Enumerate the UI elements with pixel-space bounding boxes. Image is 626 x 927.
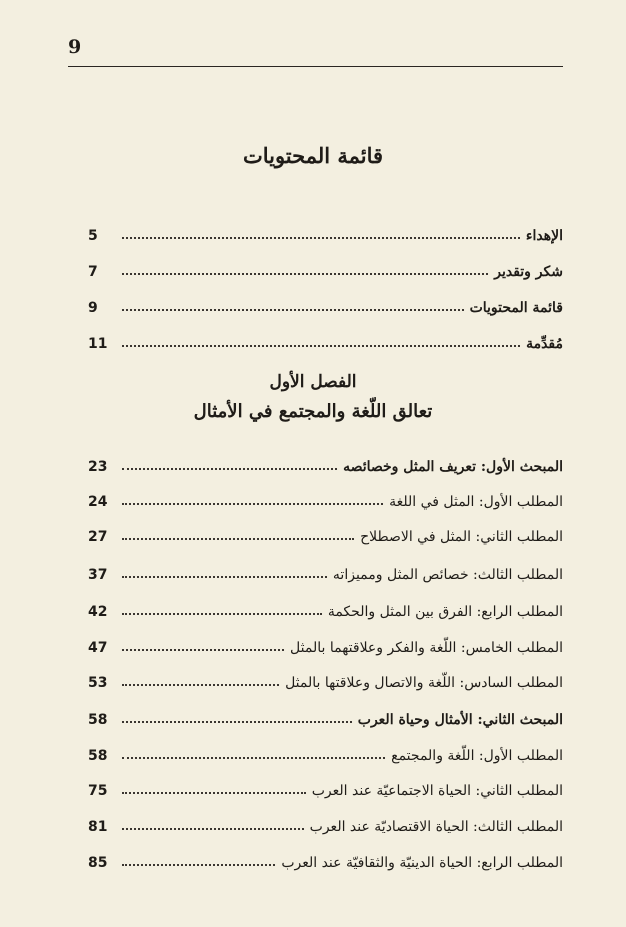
toc-page-number: 7 xyxy=(88,264,98,280)
toc-page-number: 11 xyxy=(88,336,108,352)
dot-leader xyxy=(122,757,385,759)
toc-page-number: 58 xyxy=(88,712,108,728)
toc-entry[interactable] xyxy=(88,740,563,764)
toc-entry-label: المطلب الثاني: الحياة الاجتماعيّة عند العرب xyxy=(311,783,563,799)
toc-page-number: 23 xyxy=(88,459,108,475)
dot-leader xyxy=(122,468,337,470)
dot-leader xyxy=(122,721,352,723)
toc-entry-label: الإهداء xyxy=(525,228,563,244)
toc-entry-label: مُقدِّمة xyxy=(526,336,563,352)
dot-leader xyxy=(122,345,520,347)
toc-page-number: 24 xyxy=(88,494,108,510)
toc-entry-label: المطلب الثالث: خصائص المثل ومميزاته xyxy=(332,567,563,583)
page-number: 9 xyxy=(68,36,82,58)
dot-leader xyxy=(122,684,279,686)
toc-entry[interactable] xyxy=(88,486,563,510)
dot-leader xyxy=(122,792,306,794)
toc-entry-label: المبحث الأول: تعريف المثل وخصائصه xyxy=(343,459,563,475)
toc-entry[interactable] xyxy=(88,632,563,656)
toc-entry[interactable] xyxy=(88,559,563,583)
page-title: قائمة المحتويات xyxy=(242,143,384,168)
toc-entry[interactable] xyxy=(88,704,563,728)
toc-page-number: 27 xyxy=(88,529,108,545)
toc-page-number: 5 xyxy=(88,228,98,244)
dot-leader xyxy=(122,864,275,866)
toc-entry[interactable] xyxy=(88,667,563,691)
toc-page-number: 81 xyxy=(88,819,108,835)
dot-leader xyxy=(122,309,464,311)
toc-entry-label: المطلب الثاني: المثل في الاصطلاح xyxy=(360,529,563,545)
toc-entry-label: المبحث الثاني: الأمثال وحياة العرب xyxy=(357,712,563,728)
toc-entry-label: المطلب الثالث: الحياة الاقتصاديّة عند العرب xyxy=(309,819,563,835)
toc-entry-label: شكر وتقدير xyxy=(494,264,563,280)
toc-entry[interactable] xyxy=(88,220,563,244)
chapter-title: الفصل الأول xyxy=(269,372,357,392)
dot-leader xyxy=(122,538,354,540)
dot-leader xyxy=(122,828,304,830)
toc-page-number: 75 xyxy=(88,783,108,799)
dot-leader xyxy=(122,273,488,275)
toc-entry[interactable] xyxy=(88,775,563,799)
toc-entry[interactable] xyxy=(88,256,563,280)
toc-entry-label: قائمة المحتويات xyxy=(469,300,563,316)
toc-page-number: 85 xyxy=(88,855,108,871)
toc-entry-label: المطلب الرابع: الحياة الدينيّة والثقافيّة عند العرب xyxy=(281,855,563,871)
toc-entry[interactable] xyxy=(88,328,563,352)
toc-entry[interactable] xyxy=(88,292,563,316)
dot-leader xyxy=(122,503,383,505)
toc-page-number: 9 xyxy=(88,300,98,316)
toc-entry-label: المطلب الأول: المثل في اللغة xyxy=(389,494,563,510)
dot-leader xyxy=(122,649,284,651)
dot-leader xyxy=(122,613,322,615)
toc-entry[interactable] xyxy=(88,596,563,620)
toc-entry-label: المطلب الرابع: الفرق بين المثل والحكمة xyxy=(327,604,563,620)
dot-leader xyxy=(122,576,327,578)
toc-page-number: 42 xyxy=(88,604,108,620)
toc-entry-label: المطلب الأول: اللّغة والمجتمع xyxy=(391,748,563,764)
toc-entry-label: المطلب الخامس: اللّغة والفكر وعلاقتهما بالمثل xyxy=(290,640,563,656)
dot-leader xyxy=(122,237,520,239)
toc-entry[interactable] xyxy=(88,451,563,475)
toc-page-number: 47 xyxy=(88,640,108,656)
toc-entry[interactable] xyxy=(88,847,563,871)
toc-page-number: 58 xyxy=(88,748,108,764)
toc-entry[interactable] xyxy=(88,521,563,545)
chapter-subtitle: تعالق اللّغة والمجتمع في الأمثال xyxy=(193,401,433,422)
toc-page-number: 37 xyxy=(88,567,108,583)
toc-entry-label: المطلب السادس: اللّغة والاتصال وعلاقتها بالمثل xyxy=(285,675,563,691)
toc-entry[interactable] xyxy=(88,811,563,835)
toc-page-number: 53 xyxy=(88,675,108,691)
header-rule xyxy=(68,66,563,67)
